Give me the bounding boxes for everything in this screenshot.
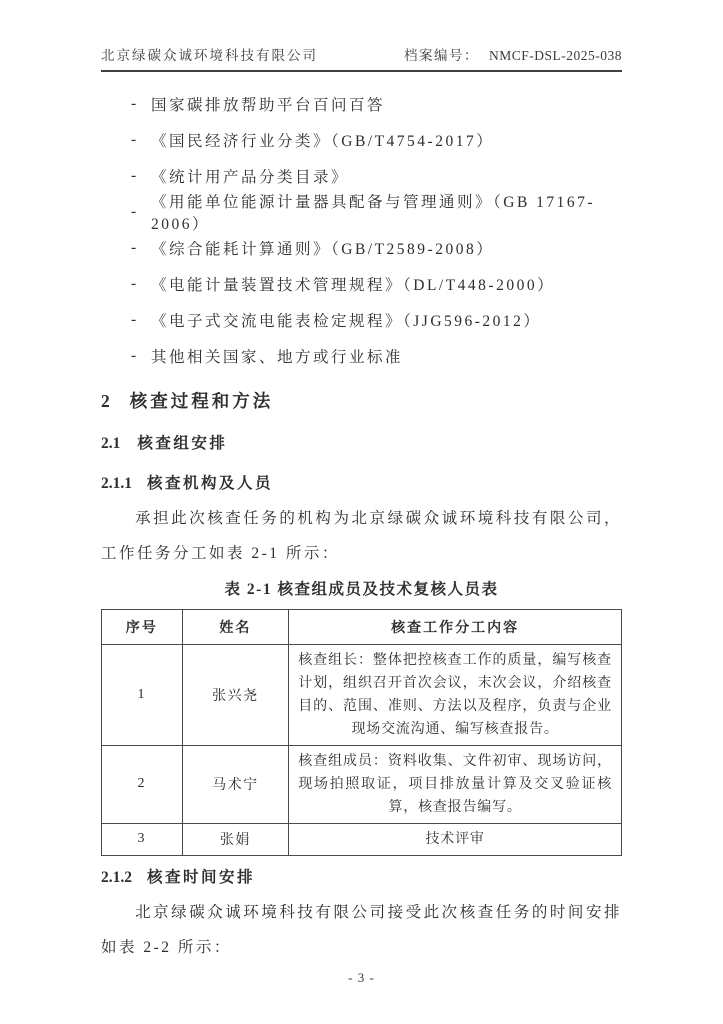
column-header-duty: 核查工作分工内容 [289,609,622,644]
cell-duty: 技术评审 [289,823,622,855]
company-name: 北京绿碳众诚环境科技有限公司 [101,48,318,63]
cell-no: 1 [102,644,183,745]
section-number: 2.1.2 [101,868,132,886]
reference-item [101,158,622,194]
section-title: 核查机构及人员 [147,475,274,492]
archive-number: NMCF-DSL-2025-038 [488,48,622,63]
reference-item [101,122,622,158]
list-dash-bullet: - [131,275,139,292]
reference-item [101,86,622,122]
reference-item-text: 国家碳排放帮助平台百问百答 [151,97,386,114]
cell-name: 马术宁 [182,745,289,823]
reference-item [101,338,622,374]
cell-no: 2 [102,745,183,823]
section-heading-2-1 [101,432,622,456]
table-row [102,745,622,823]
archive-label: 档案编号： [403,48,479,63]
reference-item-text: 《用能单位能源计量器具配备与管理通则》（GB 17167-2006） [151,194,596,233]
cell-duty: 核查组长：整体把控核查工作的质量，编写核查计划，组织召开首次会议，末次会议，介绍核查目的、范围、准则、方法以及程序，负责与企业现场交流沟通、编写核查报告。 [289,644,622,745]
list-dash-bullet: - [131,95,139,112]
archive-number-group [404,44,622,64]
reference-item [101,302,622,338]
reference-item [101,230,622,266]
column-header-no: 序号 [102,609,183,644]
table-row [102,823,622,855]
reference-item-text: 《统计用产品分类目录》 [151,169,350,186]
cell-no: 3 [102,823,183,855]
section-title: 核查时间安排 [147,868,256,886]
section-number: 2.1 [101,435,121,452]
list-dash-bullet: - [131,311,139,328]
schedule-intro-paragraph: 北京绿碳众诚环境科技有限公司接受此次核查任务的时间安排如表 2-2 所示： [101,903,622,956]
section-number: 2 [101,391,110,411]
page-header [101,0,622,72]
reference-item [101,194,622,233]
cell-name: 张兴尧 [182,644,289,745]
reference-item-text: 《综合能耗计算通则》（GB/T2589-2008） [151,241,495,258]
cell-duty: 核查组成员：资料收集、文件初审、现场访问，现场拍照取证，项目排放量计算及交叉验证核算，核查报告编写。 [289,745,622,823]
document-page [101,0,622,986]
table-header-row [102,609,622,644]
team-intro-paragraph: 承担此次核查任务的机构为北京绿碳众诚环境科技有限公司，工作任务分工如表 2-1 所示： [101,510,622,562]
section-number: 2.1.1 [101,475,132,492]
reference-item [101,266,622,302]
table-caption: 表 2-1 核查组成员及技术复核人员表 [224,580,499,598]
verification-team-table [101,609,622,856]
section-heading-2 [101,388,622,414]
section-title: 核查组安排 [137,435,228,452]
list-dash-bullet: - [131,203,139,220]
section-heading-2-1-1 [101,472,622,496]
list-dash-bullet: - [131,131,139,148]
table-row [102,644,622,745]
reference-item-text: 其他相关国家、地方或行业标准 [151,349,404,366]
section-title: 核查过程和方法 [129,391,274,411]
list-dash-bullet: - [131,167,139,184]
cell-name: 张娟 [182,823,289,855]
reference-item-text: 《电能计量装置技术管理规程》（DL/T448-2000） [151,277,556,294]
reference-list [101,86,622,374]
reference-item-text: 《国民经济行业分类》（GB/T4754-2017） [151,133,495,150]
list-dash-bullet: - [131,239,139,256]
section-heading-2-1-2 [101,866,622,890]
reference-item-text: 《电子式交流电能表检定规程》（JJG596-2012） [151,313,542,330]
column-header-name: 姓名 [182,609,289,644]
page-number: - 3 - [348,969,375,985]
list-dash-bullet: - [131,347,139,364]
